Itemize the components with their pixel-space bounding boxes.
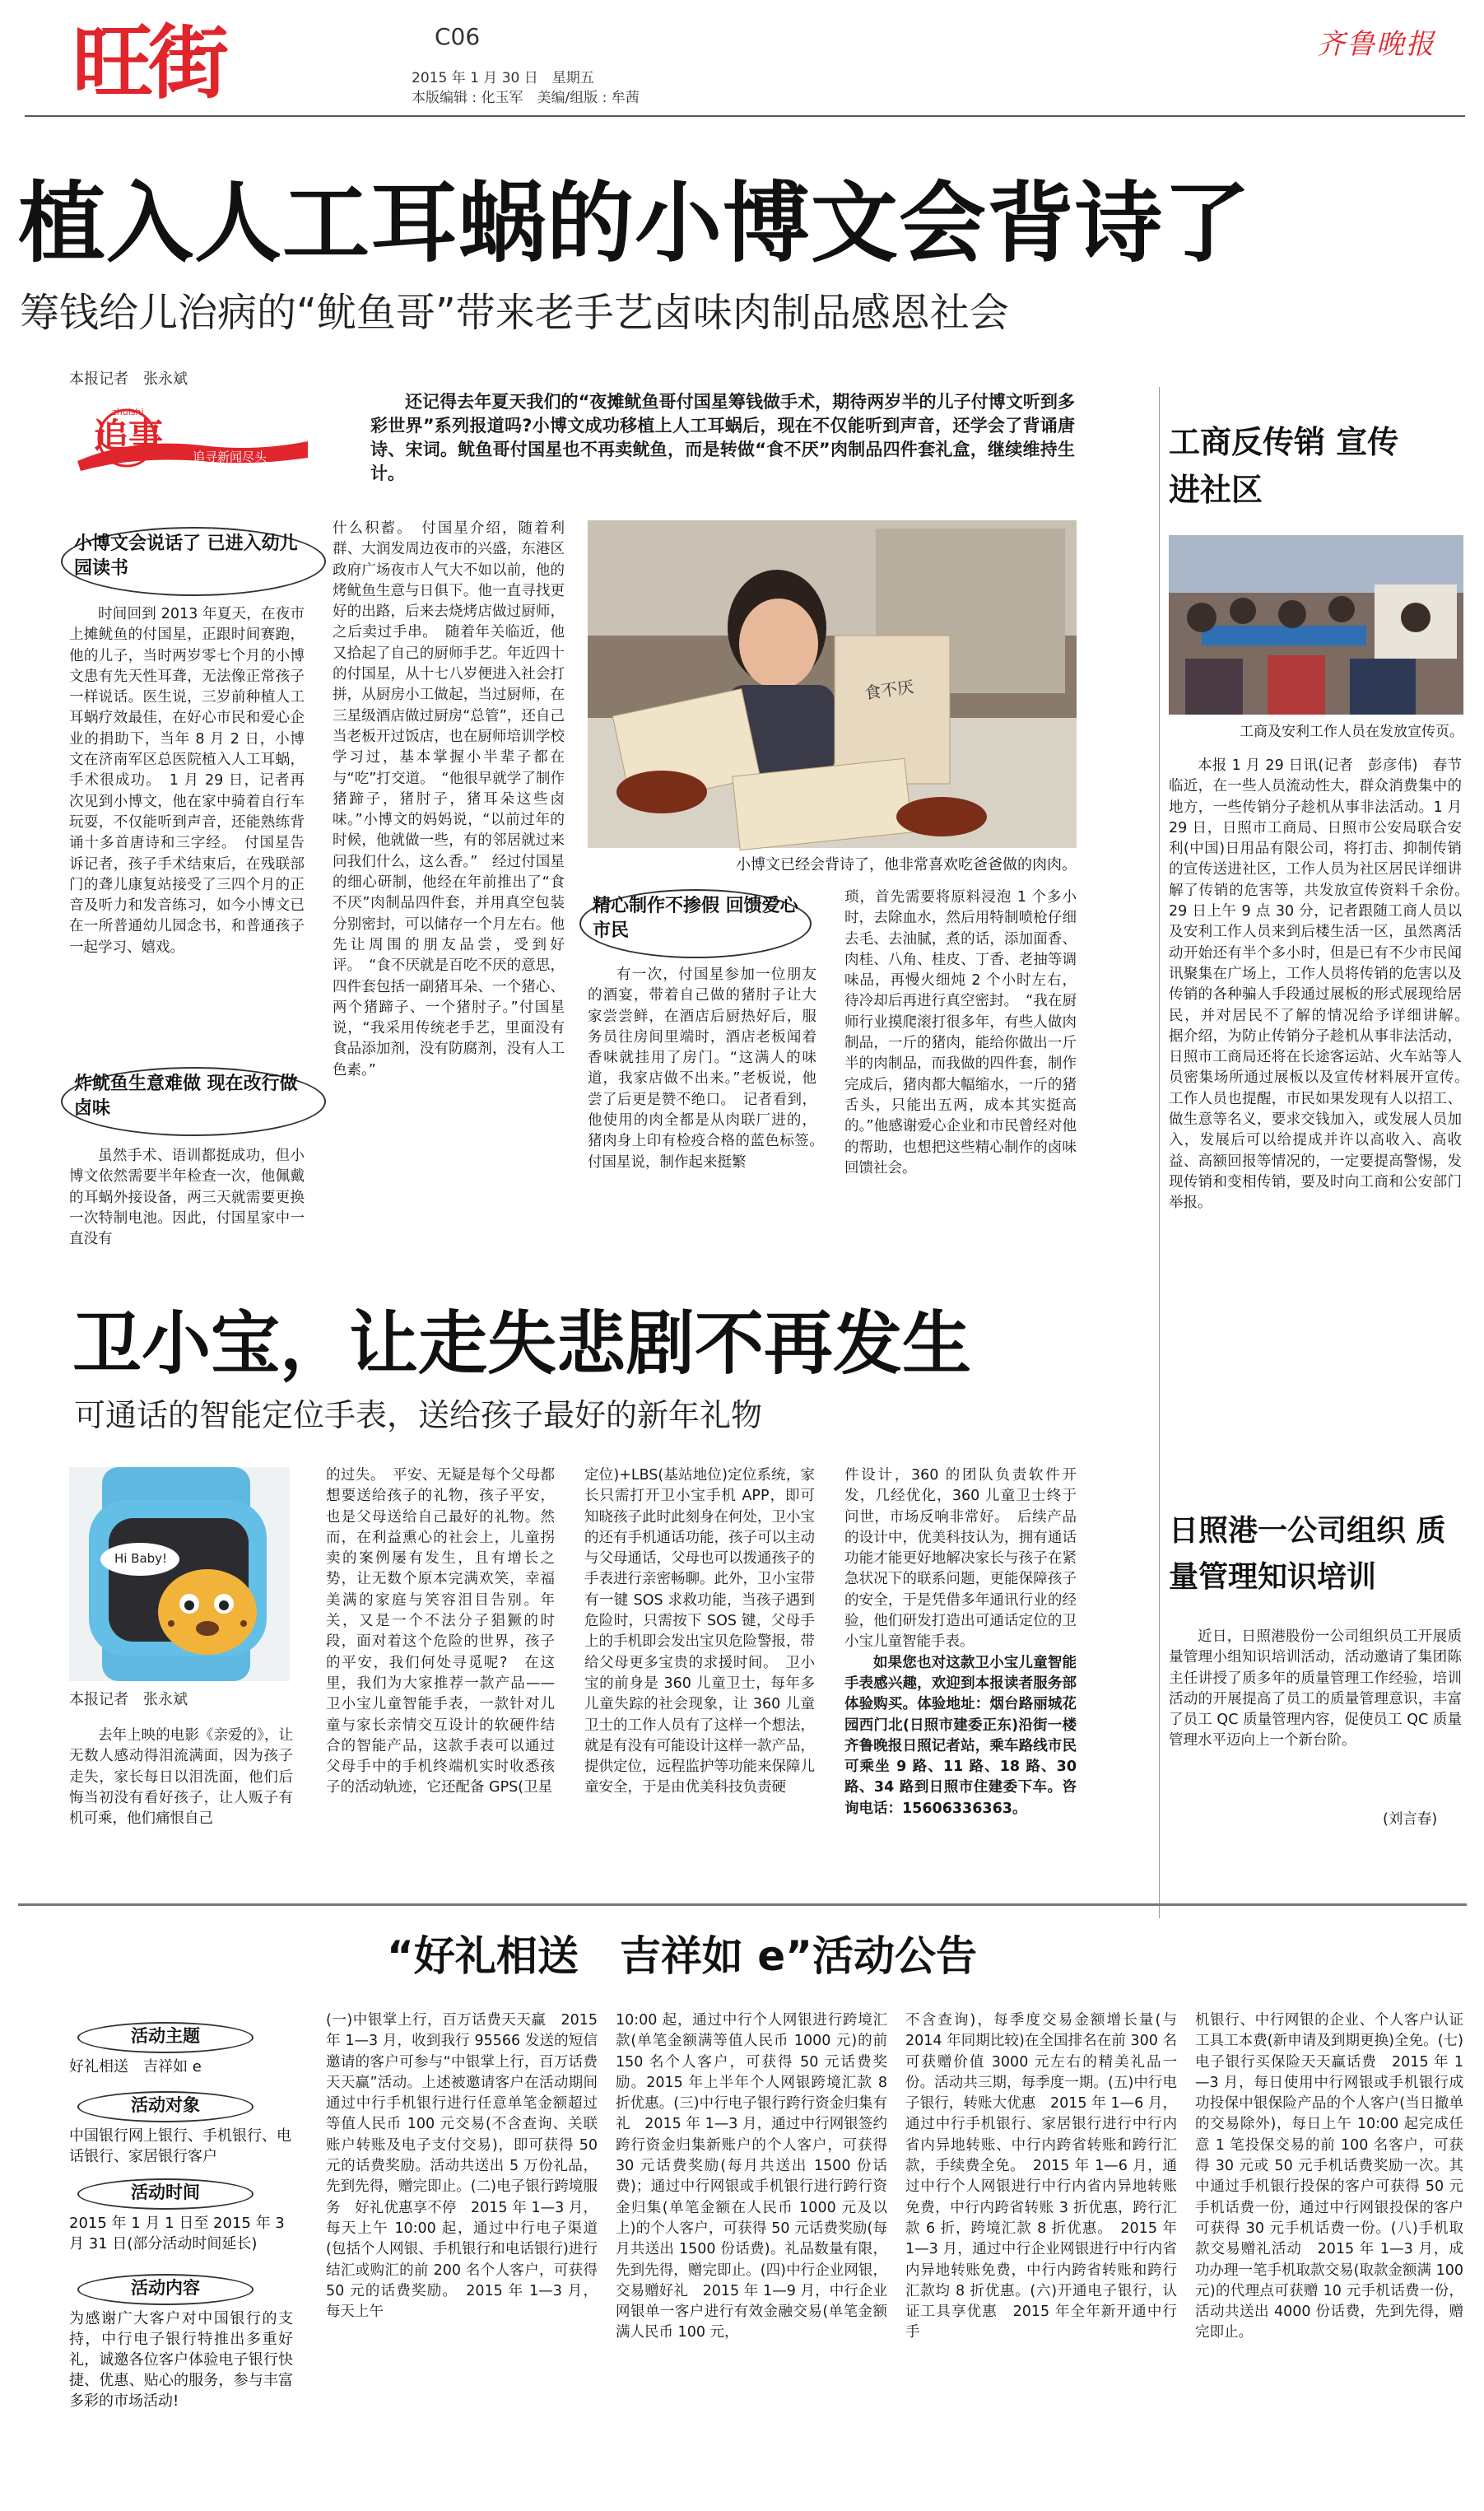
lead-subheadline: 筹钱给儿治病的“鱿鱼哥”带来老手艺卤味肉制品感恩社会	[20, 290, 1009, 336]
badge-title: 追事	[94, 416, 164, 456]
sidebar-story1-title: 工商反传销 宣传进社区	[1169, 424, 1399, 508]
notice-column-4	[1195, 2010, 1463, 2504]
lead-subhead-3: 精心制作不掺假 回馈爱心市民	[579, 889, 812, 958]
notice-text-target: 中国银行网上银行、手机银行、电话银行、家居银行客户	[69, 2127, 291, 2165]
lead-intro-text: 还记得去年夏天我们的“夜摊鱿鱼哥付国星筹钱做手术，期待两岁半的儿子付博文听到多彩世界”系列报道吗?小博文成功移植上人工耳蜗后，现在不仅能听到声音，还学会了背诵唐诗、宋词。鱿鱼哥付国星也不再卖鱿鱼，而是转做“食不厌”肉制品四件套礼盒，继续维持生计。	[370, 392, 1075, 483]
lead-column-1-text: 时间回到 2013 年夏天，在夜市上摊鱿鱼的付国星，正跟时间赛跑，他的儿子，当时两岁零七个月的小博文患有先天性耳聋，无法像正常孩子一样说话。医生说，三岁前种植人工耳蜗疗效最佳，在好心市民和爱心企业的捐助下，当年 8 月 2 日，小博文在济南军区总医院植入人工耳蜗，手术很成功。 1 月 29 日，记者再次见到小博文，他在家中骑着自行车玩耍，不仅能听到声音，还能熟练背诵十多首唐诗和三字经。 付国星告诉记者，孩子手术结束后，在残联部门的聋儿康复站接受了三四个月的正音及听力和发音练习，如今小博文已在一所普通幼儿园念书，和普通孩子一起学习、嬉戏。	[69, 606, 305, 956]
lead-column-3-text: 有一次，付国星参加一位朋友的酒宴，带着自己做的猪肘子让大家尝尝鲜，在酒店后厨热好后，服务员往房间里端时，酒店老板闻着香味就挂用了房门。“这满人的味道，我家店做不出来。”老板说，他尝了后更是赞不绝口。 记者看到，他使用的肉全都是从肉联厂进的，猪肉身上印有检疫合格的蓝色标签。 付国星说，制作起来挺繁	[588, 967, 831, 1171]
second-column-1	[69, 1726, 293, 1898]
sidebar-story1-photo	[1169, 535, 1463, 715]
notice-text-content: 为感谢广大客户对中国银行的支持，中行电子银行特推出多重好礼，诚邀各位客户体验电子银行快捷、优惠、贴心的服务，参与丰富多彩的市场活动!	[69, 2310, 293, 2410]
second-subheadline: 可通话的智能定位手表，送给孩子最好的新年礼物	[74, 1397, 763, 1433]
lead-column-4-text: 琐，首先需要将原料浸泡 1 个多小时，去除血水，然后用特制喷枪仔细去毛、去油腻，煮的话，添加面香、肉桂、八角、桂皮、丁香、老抽等调味品，再慢火细炖 2 个小时左右，待冷却后再进行真空密封。 “我在厨师行业摸爬滚打很多年，有些人做肉制品，一斤的猪肉，能给你做出一斤半的肉制品，而我做的四件套，制作完成后，猪肉都大幅缩水，一斤的猪舌头，只能出五两，成本其实挺高的。”他感谢爱心企业和市民曾经对他的帮助，也想把这些精心制作的卤味回馈社会。	[844, 889, 1077, 1176]
lead-photo-caption: 小博文已经会背诗了，他非常喜欢吃爸爸做的肉肉。	[736, 856, 1077, 873]
second-column-1-text: 去年上映的电影《亲爱的》，让无数人感动得泪流满面，因为孩子走失，家长每日以泪洗面，他们后悔当初没有看好孩子，让人贩子有机可乘，他们痛恨自己	[69, 1727, 293, 1828]
notice-text-time: 2015 年 1 月 1 日至 2015 年 3 月 31 日(部分活动时间延长)	[69, 2215, 285, 2252]
column-badge	[69, 403, 316, 478]
lead-column-1	[69, 604, 305, 1082]
second-column-2	[326, 1465, 555, 1898]
notice-label-target: 活动对象	[77, 2091, 254, 2122]
community-campaign-photo	[1169, 535, 1463, 715]
sidebar-story2-text: 近日，日照港股份一公司组织员工开展质量管理小组知识培训活动，活动邀请了集团陈主任讲授了质多年的质量管理工作经验，培训活动的开展提高了员工的质量管理意识，丰富了员工 QC 质量管理内容，促使员工 QC 质量管理水平迈向上一个新台阶。	[1169, 1628, 1462, 1749]
second-column-4	[844, 1465, 1077, 1898]
paper-logo: 齐鲁晚报	[1317, 28, 1435, 61]
badge-caption: 追寻新闻尽头	[193, 450, 267, 464]
lead-column-3	[588, 965, 831, 1253]
photo-box-label: 食不厌	[863, 676, 915, 704]
watch-screen-text: Hi Baby!	[114, 1551, 168, 1566]
lead-headline: 植入人工耳蜗的小博文会背诗了	[18, 173, 1251, 274]
notice-column-4-text: 机银行、中行网银的企业、个人客户认证工具工本费(新申请及到期更换)全免。(七)电子银行买保险天天赢话费 2015 年 1—3 月，每日使用中行网银或手机银行成功投保中银保险产品的个人客户(当日撤单的交易除外)，每日上午 10:00 起完成任意 1 笔投保交易的前 100 名客户，可获得 30 元或 50 元手机话费奖励一次。其中通过手机银行投保的客户可获得 50 元手机话费一份，通过中行网银投保的客户可获得 30 元手机话费一份。(八)手机取款交易赠礼活动 2015 年 1—3 月，成功办理一笔手机取款交易(取款金额满 100 元)的代理点可获赠 10 元手机话费一份，活动共送出 4000 份话费，先到先得，赠完即止。	[1195, 2012, 1463, 2341]
notice-column-1	[326, 2010, 598, 2504]
badge-pinyin: zhuishi	[112, 407, 144, 417]
second-column-2-text: 的过失。 平安、无疑是每个父母都想要送给孩子的礼物，孩子平安，也是父母送给自己最好的礼物。然而，在利益熏心的社会上，儿童拐卖的案例屡有发生，且有增长之势，让无数个原本完满欢笑，幸福美满的家庭与笑容泪目告别。年关，又是一个不法分子猖獗的时段，面对着这个危险的世界，孩子的平安，我们何处寻觅呢? 在这里，我们为大家推荐一款产品——卫小宝儿童智能手表，一款针对儿童与家长亲情交互设计的软硬件结合的智能产品，这款手表可以通过父母手中的手机终端机实时收悉孩子的活动轨迹，它还配备 GPS(卫星	[326, 1467, 555, 1796]
notice-title: “好礼相送 吉祥如 e”活动公告	[387, 1932, 978, 1980]
lead-subhead-1: 小博文会说话了 已进入幼儿园读书	[61, 527, 326, 596]
sidebar-divider	[1159, 387, 1160, 1918]
lead-byline: 本报记者 张永斌	[69, 370, 188, 388]
notice-label-theme: 活动主题	[77, 2022, 254, 2053]
section-name: 旺街	[72, 16, 225, 110]
lead-column-1b-text: 虽然手术、语训都挺成功，但小博文依然需要半年检查一次，他佩戴的耳蜗外接设备，两三天就需要更换一次特制电池。因此，付国星家中一直没有	[69, 1148, 305, 1248]
notice-column-3-text: 不含查询)，每季度交易金额增长量(与 2014 年同期比较)在全国排名在前 300 名可获赠价值 3000 元左右的精美礼品一份。活动共三期，每季度一期。(五)中行电子银行，转账大优惠 2015 年 1—6 月，通过中行手机银行、家居银行进行中行内省内异地转账、中行内跨省转账和跨行汇款，手续费全免。 2015 年 1—6 月，通过中行个人网银进行中行内省内异地转账免费，中行内跨省转账 3 折优惠，跨行汇款 6 折，跨境汇款 8 折优惠。 2015 年 1—3 月，通过中行企业网银进行中行内省内异地转账免费，中行内跨省转账和跨行汇款均 8 折优惠。(六)开通电子银行，认证工具享优惠 2015 年全年新开通中行手	[905, 2012, 1177, 2341]
second-column-4-text: 件设计，360 的团队负责软件开发，几经优化，360 儿童卫士终于问世，市场反响非常好。 后续产品的设计中，优美科技认为，拥有通话功能才能更好地解决家长与孩子在紧急状况下的联系问题，更能保障孩子的安全，于是凭借多年通讯行业的经验，他们研发打造出可通话定位的卫小宝儿童智能手表。	[844, 1467, 1077, 1651]
notice-label-time: 活动时间	[77, 2178, 254, 2210]
lead-column-4	[844, 887, 1077, 1253]
notice-text-theme: 好礼相送 吉祥如 e	[69, 2058, 202, 2075]
sidebar-story2-title: 日照港一公司组织 质量管理知识培训	[1169, 1514, 1446, 1594]
watch-photo	[69, 1467, 290, 1681]
sidebar-story2-body	[1169, 1627, 1462, 1800]
notice-divider	[18, 1903, 1467, 1906]
lead-subhead-2: 炸鱿鱼生意难做 现在改行做卤味	[61, 1067, 326, 1136]
second-column-3	[584, 1465, 815, 1898]
notice-label-content: 活动内容	[77, 2274, 254, 2305]
sidebar-story1-caption: 工商及安利工作人员在发放宣传页。	[1240, 724, 1463, 740]
notice-column-2	[616, 2010, 887, 2504]
second-column-3-text: 定位)+LBS(基站地位)定位系统，家长只需打开卫小宝手机 APP，即可知晓孩子此时此刻身在何处，卫小宝的还有手机通话功能，孩子可以主动与父母通话，父母也可以拨通孩子的手表进行亲密畅聊。此外，卫小宝带有一键 SOS 求救功能，当孩子遇到危险时，只需按下 SOS 键，父母手上的手机即会发出宝贝危险警报，带给父母更多宝贵的求援时间。 卫小宝的前身是 360 儿童卫士，每年多儿童失踪的社会现象，让 360 儿童卫士的工作人员有了这样一个想法，就是有没有可能设计这样一款产品，提供定位，远程监护等功能来保障儿童安全，于是由优美科技负责硬	[584, 1467, 815, 1796]
boy-with-gift-boxes-photo	[588, 520, 1077, 848]
second-headline: 卫小宝，让走失悲剧不再发生	[72, 1303, 972, 1384]
lead-column-2-text: 什么积蓄。 付国星介绍，随着利群、大润发周边夜市的兴盛，东港区政府广场夜市人气大不如以前，他的烤鱿鱼生意与日俱下。他一直寻找更好的出路，后来去烧烤店做过厨师，之后卖过手串。 随着年关临近，他又拾起了自己的厨师手艺。年近四十的付国星，从十七八岁便进入社会打拼，从厨房小工做起，当过厨师，在三星级酒店做过厨房“总管”，还自己当老板开过饭店，也在厨师培训学校学习过，基本掌握小半辈子都在与“吃”打交道。 “他很早就学了制作猪蹄子，猪肘子，猪耳朵这些卤味。”小博文的妈妈说，“以前过年的时候，他就做一些，有的邻居就过来问我们什么，这么香。” 经过付国星的细心研制，他经在年前推出了“食不厌”肉制品四件套，并用真空包装分别密封，可以储存一个月左右。他先让周围的朋友品尝，受到好评。 “食不厌就是百吃不厌的意思，四件套包括一副猪耳朵、一个猪心、两个猪蹄子、一个猪肘子。”付国星说，“我采用传统老手艺，里面没有食品添加剂，没有防腐剂，没有人工色素。”	[333, 520, 565, 1078]
lead-column-2	[333, 519, 565, 1253]
notice-column-3	[905, 2010, 1177, 2504]
issue-date: 2015 年 1 月 30 日 星期五	[412, 70, 594, 86]
notice-column-2-text: 10:00 起，通过中行个人网银进行跨境汇款(单笔金额满等值人民币 1000 元)的前 150 名个人客户，可获得 50 元话费奖励。2015 年上半年个人网银跨境汇款 8 折优惠。(三)中行电子银行跨行资金归集有礼 2015 年 1—3 月，通过中行网银签约跨行资金归集新账户的个人客户，可获得 30 元话费奖励(每月共送出 1500 份话费)；通过中行网银或手机银行进行跨行资金归集(单笔金额在人民币 1000 元及以上)的个人客户，可获得 50 元话费奖励(每月共送出 1500 份话费)。礼品数量有限，先到先得，赠完即止。(四)中行企业网银，交易赠好礼 2015 年 1—9 月，中行企业网银单一客户进行有效金融交易(单笔金额满人民币 100 元，	[616, 2012, 887, 2341]
notice-column-1-text: (一)中银掌上行，百万话费天天赢 2015 年 1—3 月，收到我行 95566 发送的短信邀请的客户可参与“中银掌上行，百万话费天天赢”活动。上述被邀请客户在活动期间通过中行手机银行进行任意单笔金额超过等值人民币 100 元交易(不含查询、关联账户转账及电子支付交易)，即可获得 50 元的话费奖励。活动共送出 5 万份礼品，先到先得，赠完即止。(二)电子银行跨境服务 好礼优惠享不停 2015 年 1—3 月，每天上午 10:00 起，通过中行电子渠道(包括个人网银、手机银行和电话银行)进行结汇或购汇的前 200 名个人客户，可获得 50 元的话费奖励。 2015 年 1—3 月，每天上午	[326, 2012, 598, 2321]
lead-column-1b	[69, 1146, 305, 1253]
masthead	[0, 0, 1484, 123]
lead-photo	[588, 520, 1077, 848]
lead-intro	[370, 390, 1075, 489]
sidebar-story1-body	[1169, 756, 1477, 1447]
second-byline: 本报记者 张永斌	[69, 1691, 188, 1708]
notice-info	[69, 2009, 293, 2503]
masthead-divider	[25, 115, 1465, 117]
second-column-4-bold: 如果您也对这款卫小宝儿童智能手表感兴趣，欢迎到本报读者服务部体验购买。体验地址：烟台路丽城花园西门北(日照市建委正东)沿街一楼齐鲁晚报日照记者站，乘车路线市民可乘坐 9 路、11 路、18 路、30 路、34 路到日照市住建委下车。咨询电话：15606336363。	[844, 1654, 1077, 1817]
kids-watch-icon	[69, 1467, 290, 1681]
page-code: C06	[435, 23, 481, 50]
page-editors: 本版编辑 : 化玉军 美编/组版 : 牟茜	[412, 90, 640, 106]
sidebar-story2-credit: (刘言春)	[1383, 1811, 1438, 1828]
sidebar-story1-text: 本报 1 月 29 日讯(记者 彭彦伟) 春节临近，在一些人员流动性大，群众消费集中的地方，一些传销分子趁机从事非法活动。1 月 29 日，日照市工商局、日照市公安局联合安利(中国)日用品有限公司，将打击、抑制传销的宣传送进社区，工作人员为社区居民详细讲解了传销的危害等，共发放宣传资料千余份。 29 日上午 9 点 30 分，记者跟随工商人员以及安利工作人员来到后楼生活一区，虽然离活动开始还有半个多小时，但是已有不少市民闻讯聚集在广场上，工作人员将传销的危害以及传销的各种骗人手段通过展板的形式展现给居民，并对居民不了解的情况给予详细讲解。 据介绍，为防止传销分子趁机从事非法活动，日照市工商局还将在长途客运站、火车站等人员密集场所通过展板以及宣传材料展开宣传。 工作人员也提醒，市民如果发现有人以招工、做生意等名义，要求交钱加入，或发展人员加入，发展后可以给提成并许以高收入、高收益、高额回报等情况的，一定要提高警惕，发现传销和变相传销，要及时向工商和公安部门举报。	[1169, 757, 1477, 1212]
